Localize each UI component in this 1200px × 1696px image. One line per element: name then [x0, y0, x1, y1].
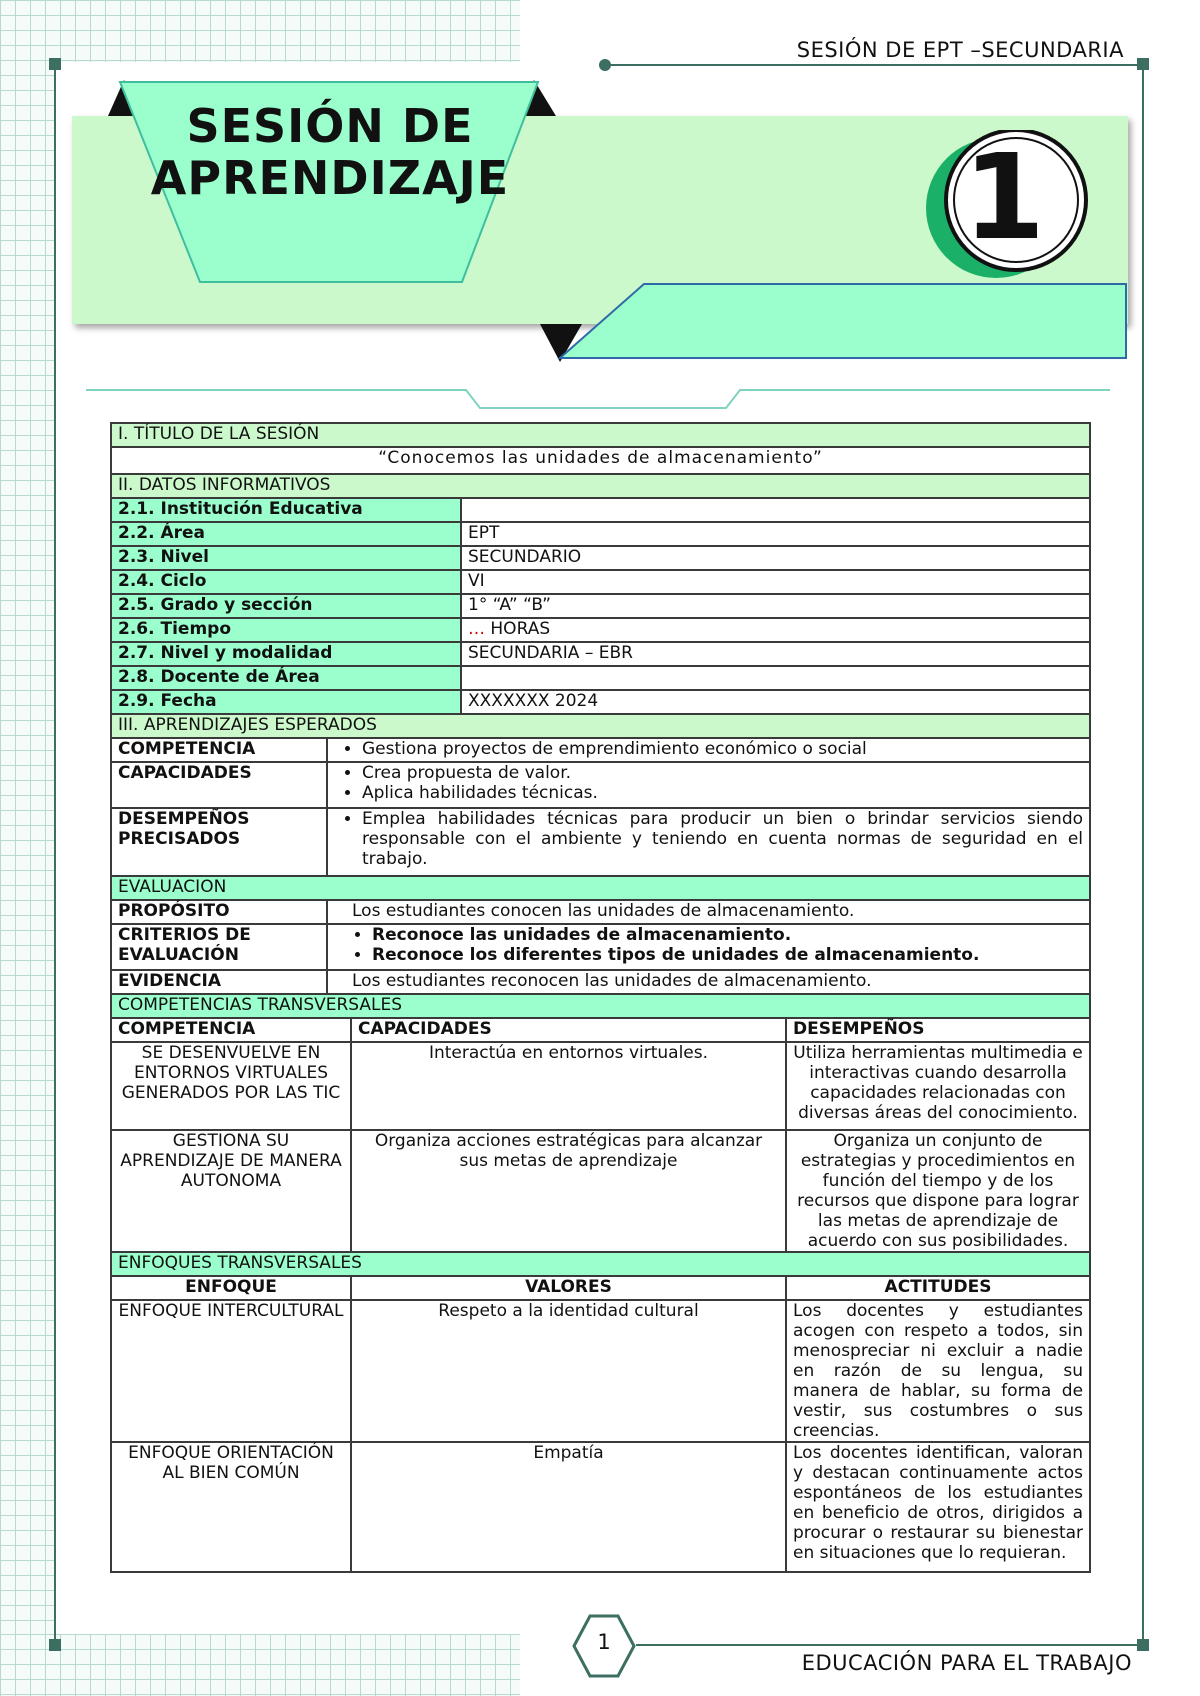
enfoque-valor: Respeto a la identidad cultural — [351, 1300, 786, 1442]
session-title: “Conocemos las unidades de almacenamiento” — [111, 447, 1090, 474]
corner-square-icon — [1137, 58, 1149, 70]
frame-line-bottom — [636, 1644, 1142, 1646]
section-2-heading: II. DATOS INFORMATIVOS — [111, 474, 1090, 498]
page-title — [150, 100, 510, 204]
evaluacion-heading: EVALUACION — [111, 876, 1090, 900]
capacidades-label: CAPACIDADES — [111, 762, 327, 808]
field-value — [461, 618, 1090, 642]
field-label: 2.1. Institución Educativa — [111, 498, 461, 522]
field-value — [461, 498, 1090, 522]
grid-decoration-left — [0, 0, 56, 1696]
field-value: VI — [461, 570, 1090, 594]
time-unit: HORAS — [485, 619, 551, 639]
criterio-item: • Reconoce las unidades de almacenamiento. — [372, 925, 1083, 945]
field-label: 2.6. Tiempo — [111, 618, 461, 642]
corner-square-icon — [1137, 1639, 1149, 1651]
frame-line-right — [1142, 62, 1144, 1646]
time-placeholder: … — [468, 619, 485, 639]
frame-line-top — [608, 64, 1142, 66]
criterios-label: CRITERIOS DE EVALUACIÓN — [111, 924, 327, 970]
corner-square-icon — [49, 58, 61, 70]
grid-decoration-top — [0, 0, 520, 62]
evidencia-text: Los estudiantes reconocen las unidades de almacenamiento. — [327, 970, 1090, 994]
title-line-2: APRENDIZAJE — [150, 151, 510, 205]
session-table — [110, 422, 1091, 1573]
enfoque-name: ENFOQUE INTERCULTURAL — [111, 1300, 351, 1442]
field-label: 2.8. Docente de Área — [111, 666, 461, 690]
field-label: 2.5. Grado y sección — [111, 594, 461, 618]
col-desempenos: DESEMPEÑOS — [786, 1018, 1090, 1042]
enfoque-name: ENFOQUE ORIENTACIÓN AL BIEN COMÚN — [111, 1442, 351, 1572]
header-title: SESIÓN DE EPT –SECUNDARIA — [796, 38, 1124, 62]
session-number: 1 — [962, 128, 1046, 266]
enfoque-actitud: Los docentes identifican, valoran y destacan continuamente actos espontáneos de los estudiantes en beneficio de otros, dirigidos a procurar o restaurar su bienestar en situaciones que lo requieran. — [786, 1442, 1090, 1572]
capacidad-item: • Crea propuesta de valor. — [362, 763, 1083, 783]
col-enfoque: ENFOQUE — [111, 1276, 351, 1300]
field-value: XXXXXXX 2024 — [461, 690, 1090, 714]
page-number: 1 — [597, 1630, 611, 1654]
transversal-competencia: SE DESENVUELVE EN ENTORNOS VIRTUALES GENERADOS POR LAS TIC — [111, 1042, 351, 1130]
field-value: SECUNDARIA – EBR — [461, 642, 1090, 666]
transversales-heading: COMPETENCIAS TRANSVERSALES — [111, 994, 1090, 1018]
capacidad-item: • Aplica habilidades técnicas. — [362, 783, 1083, 803]
field-label: 2.2. Área — [111, 522, 461, 546]
field-label: 2.3. Nivel — [111, 546, 461, 570]
field-label: 2.4. Ciclo — [111, 570, 461, 594]
criterio-item: • Reconoce los diferentes tipos de unidades de almacenamiento. — [372, 945, 1083, 965]
transversal-desempeno: Organiza un conjunto de estrategias y procedimientos en función del tiempo y de los recursos que dispone para lograr las metas de aprendizaje de acuerdo con sus posibilidades. — [786, 1130, 1090, 1252]
footer-title: EDUCACIÓN PARA EL TRABAJO — [801, 1651, 1132, 1675]
evidencia-label: EVIDENCIA — [111, 970, 327, 994]
section-1-heading: I. TÍTULO DE LA SESIÓN — [111, 423, 1090, 447]
col-capacidades: CAPACIDADES — [351, 1018, 786, 1042]
frame-line-left — [54, 62, 56, 1646]
field-value: 1° “A” “B” — [461, 594, 1090, 618]
proposito-label: PROPÓSITO — [111, 900, 327, 924]
grid-decoration-bottom — [0, 1634, 520, 1696]
col-competencia: COMPETENCIA — [111, 1018, 351, 1042]
desempenos-label: DESEMPEÑOS PRECISADOS — [111, 808, 327, 876]
enfoques-heading: ENFOQUES TRANSVERSALES — [111, 1252, 1090, 1276]
enfoque-actitud: Los docentes y estudiantes acogen con respeto a todos, sin menospreciar ni excluir a nadie en razón de su lengua, su manera de hablar, su forma de vestir, sus costumbres o sus creencias. — [786, 1300, 1090, 1442]
col-valores: VALORES — [351, 1276, 786, 1300]
col-actitudes: ACTITUDES — [786, 1276, 1090, 1300]
enfoque-valor: Empatía — [351, 1442, 786, 1572]
section-3-heading: III. APRENDIZAJES ESPERADOS — [111, 714, 1090, 738]
field-value — [461, 666, 1090, 690]
corner-square-icon — [49, 1639, 61, 1651]
divider-line — [86, 386, 1110, 410]
transversal-capacidad: Interactúa en entornos virtuales. — [351, 1042, 786, 1130]
desempeno-text: • Emplea habilidades técnicas para producir un bien o brindar servicios siendo responsable con el ambiente y teniendo en cuenta normas de seguridad en el trabajo. — [362, 809, 1083, 869]
field-label: 2.7. Nivel y modalidad — [111, 642, 461, 666]
proposito-text: Los estudiantes conocen las unidades de almacenamiento. — [327, 900, 1090, 924]
competencia-text: • Gestiona proyectos de emprendimiento económico o social — [362, 739, 1083, 759]
title-line-1: SESIÓN DE — [186, 99, 474, 153]
session-document — [110, 422, 1089, 1573]
field-label: 2.9. Fecha — [111, 690, 461, 714]
field-value: EPT — [461, 522, 1090, 546]
transversal-competencia: GESTIONA SU APRENDIZAJE DE MANERA AUTONOMA — [111, 1130, 351, 1252]
field-value: SECUNDARIO — [461, 546, 1090, 570]
frame-dot-icon — [599, 59, 611, 71]
transversal-desempeno: Utiliza herramientas multimedia e interactivas cuando desarrolla capacidades relacionadas con diversas áreas del conocimiento. — [786, 1042, 1090, 1130]
competencia-label: COMPETENCIA — [111, 738, 327, 762]
transversal-capacidad: Organiza acciones estratégicas para alcanzar sus metas de aprendizaje — [351, 1130, 786, 1252]
